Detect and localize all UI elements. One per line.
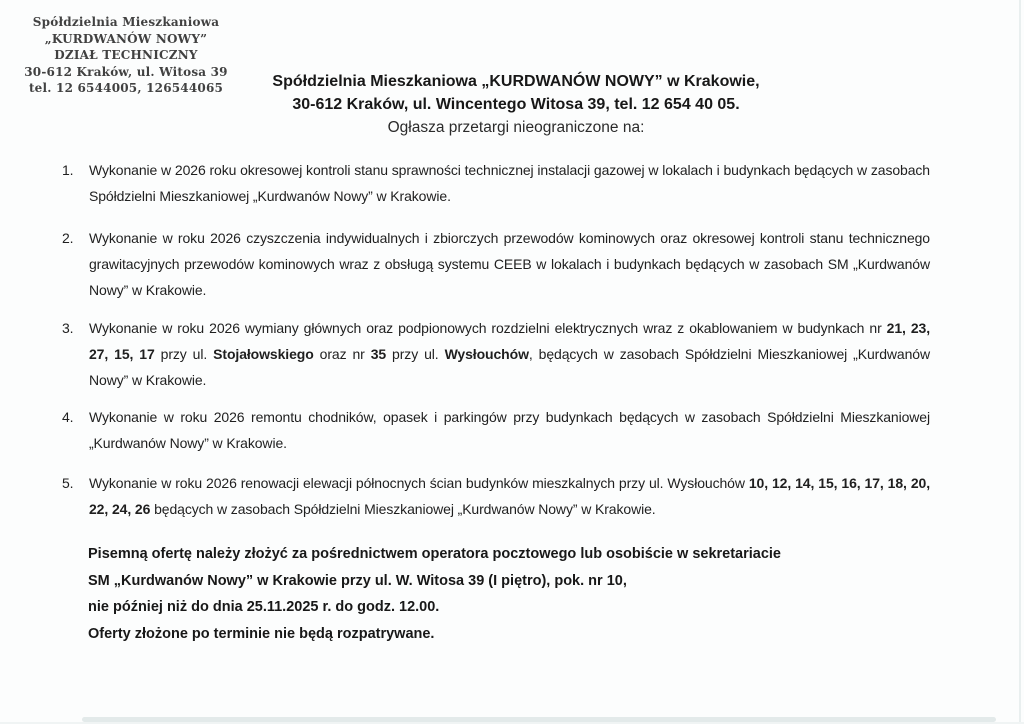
tender-item-1 xyxy=(62,157,930,209)
item-1-number: 1. xyxy=(62,162,74,178)
footer-line-address: SM „Kurdwanów Nowy” w Krakowie przy ul. W. Witosa 39 (I piętro), pok. nr 10, xyxy=(88,572,627,589)
company-stamp xyxy=(22,14,230,97)
stamp-line-phone: tel. 12 6544005, 126544065 xyxy=(28,81,224,95)
item-3-text xyxy=(89,315,930,393)
tender-item-3 xyxy=(62,315,930,393)
item-3-number: 3. xyxy=(62,320,74,336)
item-5-part: Wykonanie w roku 2026 renowacji elewacji północnych ścian budynków mieszkalnych przy ul. Wysłouchów xyxy=(89,475,749,491)
item-5-number: 5. xyxy=(62,475,74,491)
item-2-part: Wykonanie w roku 2026 czyszczenia indywidualnych i zbiorczych przewodów kominowych oraz okresowej kontroli stanu technicznego grawitacyjnych przewodów kominowych wraz z obsługą systemu CEEB w lokalach i budynkach będących w zasobach SM „Kurdwanów Nowy” w Krakowie. xyxy=(89,230,930,298)
item-4-part: Wykonanie w roku 2026 remontu chodników, opasek i parkingów przy budynkach będących w zasobach Spółdzielni Mieszkaniowej „Kurdwanów Nowy” w Krakowie. xyxy=(89,409,930,451)
item-5-text xyxy=(89,470,930,522)
header-org-name: Spółdzielnia Mieszkaniowa „KURDWANÓW NOWY” w Krakowie, xyxy=(272,73,760,90)
item-2-text xyxy=(89,225,930,303)
item-3-part: przy ul. xyxy=(154,346,214,362)
stamp-line-org: Spółdzielnia Mieszkaniowa xyxy=(32,15,220,29)
item-3-building-number-2: 35 xyxy=(370,346,387,362)
stamp-line-name: „KURDWANÓW NOWY” xyxy=(44,31,208,46)
item-3-street-2: Wysłouchów xyxy=(444,346,529,362)
item-1-part: Wykonanie w 2026 roku okresowej kontroli stanu sprawności technicznej instalacji gazowej w lokalach i budynkach będących w zasobach Spółdzielni Mieszkaniowej „Kurdwanów Nowy” w Krakowie. xyxy=(89,162,930,204)
item-3-part: przy ul. xyxy=(386,346,445,362)
item-1-text xyxy=(89,157,930,209)
item-2-number: 2. xyxy=(62,230,74,246)
item-3-part: oraz nr xyxy=(313,346,371,362)
footer-line-late-offers: Oferty złożone po terminie nie będą rozpatrywane. xyxy=(88,625,435,642)
document-header xyxy=(206,70,826,139)
tender-item-5 xyxy=(62,470,930,522)
item-3-part: Wykonanie w roku 2026 wymiany głównych oraz podpionowych rozdzielni elektrycznych wraz z okablowaniem w budynkach nr xyxy=(89,320,887,336)
submission-info xyxy=(88,541,978,647)
item-3-street-1: Stojałowskiego xyxy=(213,346,314,362)
scan-edge-right xyxy=(1019,0,1021,724)
footer-line-deadline: nie później niż do dnia 25.11.2025 r. do godz. 12.00. xyxy=(88,599,440,615)
item-3-part: , będących w zasobach Spółdzielni Mieszkaniowej „Kurdwanów Nowy” w Krakowie. xyxy=(89,346,930,388)
item-5-building-numbers: 10, 12, 14, 15, 16, 17, 18, 20, 22, 24, 26 xyxy=(89,475,930,517)
item-3-building-numbers: 21, 23, 27, 15, 17 xyxy=(89,320,930,362)
footer-line-delivery: Pisemną ofertę należy złożyć za pośrednictwem operatora pocztowego lub osobiście w sekretariacie xyxy=(88,546,781,562)
stamp-line-address: 30-612 Kraków, ul. Witosa 39 xyxy=(24,64,228,79)
item-5-part: będących w zasobach Spółdzielni Mieszkaniowej „Kurdwanów Nowy” w Krakowie. xyxy=(150,501,656,517)
tender-item-2 xyxy=(62,225,930,303)
tender-item-4 xyxy=(62,404,930,456)
stamp-line-dept: DZIAŁ TECHNICZNY xyxy=(54,48,198,62)
item-4-number: 4. xyxy=(62,409,74,425)
header-address: 30-612 Kraków, ul. Wincentego Witosa 39, tel. 12 654 40 05. xyxy=(292,96,740,113)
item-4-text xyxy=(89,404,930,456)
header-announcement: Ogłasza przetargi nieograniczone na: xyxy=(387,119,645,136)
